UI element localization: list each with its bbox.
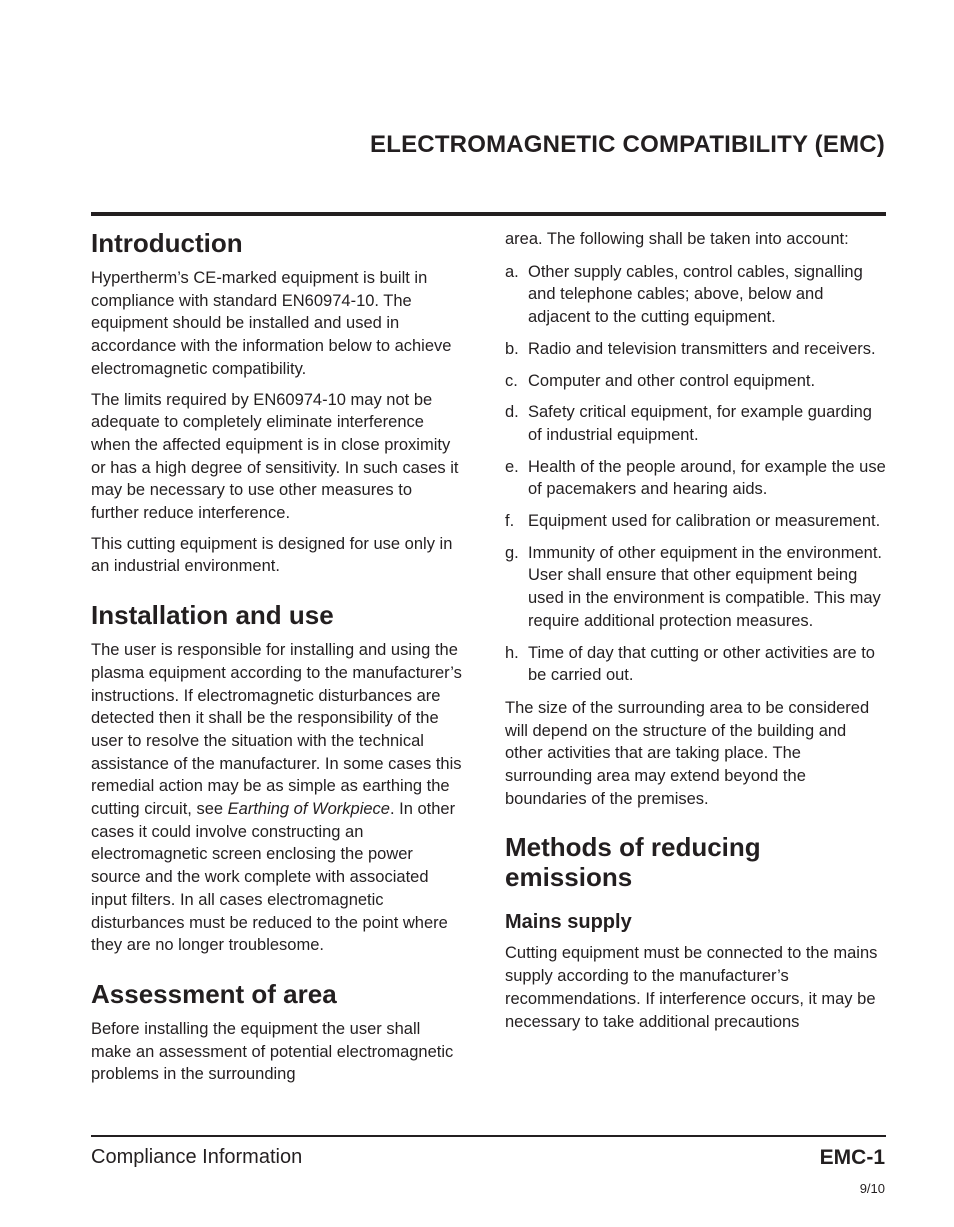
installation-paragraph	[91, 639, 463, 957]
methods-section	[505, 832, 886, 1033]
assessment-continuation-text: area. The following shall be taken into account:	[505, 230, 849, 248]
assessment-section	[91, 979, 463, 1086]
mains-supply-subheading: Mains supply	[505, 911, 632, 934]
right-column	[505, 228, 886, 1041]
list-item: f. Equipment used for calibration or measurement.	[505, 512, 881, 531]
list-item: b. Radio and television transmitters and receivers.	[505, 339, 876, 358]
list-item: a. Other supply cables, control cables, signalling and telephone cables; above, below and adjacent to the cutting equipment.	[505, 262, 863, 327]
installation-text-before: The user is responsible for installing and using the plasma equipment according to the manufacturer’s instructions. If electromagnetic disturbances are detected then it shall be the responsibility of the user to resolve the situation with the technical assistance of the manufacturer. In some cases this remedial action may be as simple as earthing the cutting circuit, see	[91, 641, 462, 819]
installation-section	[91, 600, 463, 957]
footer-section-name: Compliance Information	[91, 1146, 303, 1168]
introduction-paragraph-3: This cutting equipment is designed for use only in an industrial environment.	[91, 534, 453, 576]
introduction-paragraph-2: The limits required by EN60974-10 may not be adequate to completely eliminate interference when the affected equipment is in close proximity or has a high degree of sensitivity. In such cases it may be necessary to use other measures to further reduce interference.	[91, 390, 459, 523]
assessment-list	[505, 261, 886, 687]
top-divider	[91, 212, 886, 216]
methods-heading: Methods of reducing emissions	[505, 832, 761, 893]
list-item: e. Health of the people around, for example the use of pacemakers and hearing aids.	[505, 457, 886, 499]
installation-heading: Installation and use	[91, 600, 334, 631]
earthing-reference: Earthing of Workpiece	[227, 800, 390, 819]
methods-paragraph-1: Cutting equipment must be connected to the mains supply according to the manufacturer’s recommendations. If interference occurs, it may be necessary to take additional precautions	[505, 944, 878, 1031]
list-item: c. Computer and other control equipment.	[505, 371, 816, 390]
list-item: d. Safety critical equipment, for example guarding of industrial equipment.	[505, 403, 872, 444]
assessment-closing	[505, 697, 886, 811]
list-item: h. Time of day that cutting or other activities are to be carried out.	[505, 643, 875, 685]
bottom-divider	[91, 1135, 886, 1137]
assessment-paragraph-1: Before installing the equipment the user shall make an assessment of potential electromagnetic problems in the surrounding	[91, 1019, 454, 1084]
introduction-section	[91, 228, 463, 578]
list-item: g. Immunity of other equipment in the environment. User shall ensure that other equipment being used in the environment is compatible. This may require additional protection measures.	[505, 543, 883, 630]
introduction-heading: Introduction	[91, 228, 243, 258]
page-title: ELECTROMAGNETIC COMPATIBILITY (EMC)	[370, 131, 885, 158]
introduction-paragraph-1: Hypertherm’s CE-marked equipment is built in compliance with standard EN60974-10. The equipment should be installed and used in accordance with the information below to achieve electromagnetic compatibility.	[91, 269, 452, 378]
footer-page-number: EMC-1	[819, 1146, 885, 1169]
assessment-heading: Assessment of area	[91, 978, 337, 1009]
installation-text-after: . In other cases it could involve constructing an electromagnetic screen enclosing the power source and the work complete with associated input filters. In all cases electromagnetic disturbances must be reduced to the point where they are no longer troublesome.	[91, 800, 456, 955]
assessment-paragraph-2: The size of the surrounding area to be considered will depend on the structure of the building and other activities that are taking place. The surrounding area may extend beyond the boundaries of the premises.	[505, 698, 870, 808]
footer-revision-date: 9/10	[859, 1181, 885, 1196]
left-column	[91, 228, 463, 1108]
assessment-continuation	[505, 228, 886, 251]
